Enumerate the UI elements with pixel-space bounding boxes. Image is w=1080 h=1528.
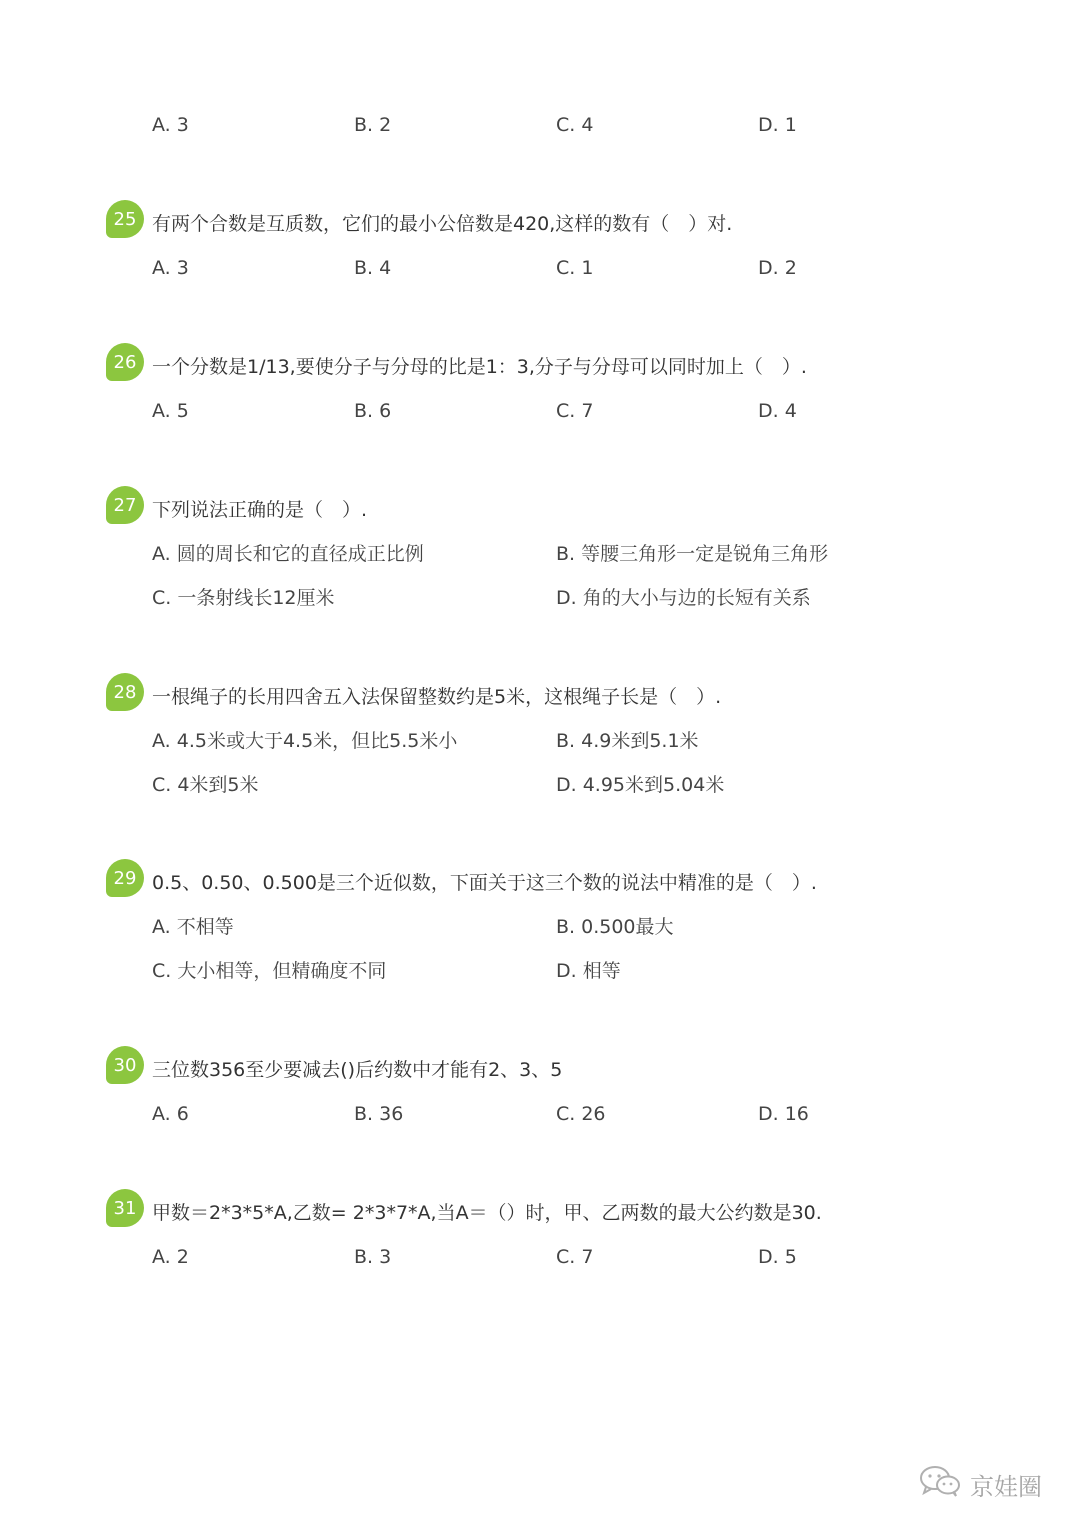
- question-text: 一个分数是1/13,要使分子与分母的比是1：3,分子与分母可以同时加上（ ）.: [152, 356, 807, 378]
- option-a: A. 3: [152, 114, 189, 136]
- option-d: D. 相等: [556, 960, 621, 982]
- option-a: A. 5: [152, 400, 189, 422]
- option-c: C. 7: [556, 1246, 594, 1268]
- question-text: 下列说法正确的是（ ）.: [152, 499, 368, 521]
- option-c: C. 一条射线长12厘米: [152, 587, 335, 609]
- option-c: C. 1: [556, 257, 594, 279]
- question-number-badge: 26: [106, 343, 144, 381]
- option-b: B. 4.9米到5.1米: [556, 730, 699, 752]
- option-b: B. 等腰三角形一定是锐角三角形: [556, 543, 829, 565]
- option-a: A. 6: [152, 1103, 189, 1125]
- option-c: C. 大小相等，但精确度不同: [152, 960, 387, 982]
- question-text: 三位数356至少要减去()后约数中才能有2、3、5: [152, 1059, 563, 1081]
- option-d: D. 4: [758, 400, 797, 422]
- option-a: A. 3: [152, 257, 189, 279]
- watermark: [918, 1464, 1042, 1504]
- question-number-badge: 31: [106, 1189, 144, 1227]
- option-b: B. 36: [354, 1103, 404, 1125]
- option-a: A. 圆的周长和它的直径成正比例: [152, 543, 424, 565]
- option-d: D. 4.95米到5.04米: [556, 774, 725, 796]
- option-c: C. 4米到5米: [152, 774, 259, 796]
- option-b: B. 4: [354, 257, 392, 279]
- option-b: B. 2: [354, 114, 392, 136]
- option-c: C. 26: [556, 1103, 606, 1125]
- watermark-text: 京娃圈: [970, 1472, 1042, 1501]
- question-text: 0.5、0.50、0.500是三个近似数，下面关于这三个数的说法中精准的是（ ）.: [152, 872, 817, 894]
- option-d: D. 16: [758, 1103, 809, 1125]
- option-b: B. 6: [354, 400, 392, 422]
- question-number-badge: 29: [106, 859, 144, 897]
- option-a: A. 2: [152, 1246, 189, 1268]
- option-d: D. 2: [758, 257, 797, 279]
- option-a: A. 不相等: [152, 916, 234, 938]
- option-b: B. 0.500最大: [556, 916, 674, 938]
- option-a: A. 4.5米或大于4.5米，但比5.5米小: [152, 730, 458, 752]
- option-b: B. 3: [354, 1246, 392, 1268]
- option-c: C. 7: [556, 400, 594, 422]
- question-text: 有两个合数是互质数，它们的最小公倍数是420,这样的数有（ ）对.: [152, 213, 733, 235]
- option-c: C. 4: [556, 114, 594, 136]
- wechat-icon: [918, 1464, 962, 1504]
- question-text: 一根绳子的长用四舍五入法保留整数约是5米，这根绳子长是（ ）.: [152, 686, 722, 708]
- question-number-badge: 28: [106, 673, 144, 711]
- option-d: D. 1: [758, 114, 797, 136]
- question-number-badge: 25: [106, 200, 144, 238]
- option-d: D. 角的大小与边的长短有关系: [556, 587, 811, 609]
- question-number-badge: 30: [106, 1046, 144, 1084]
- option-d: D. 5: [758, 1246, 797, 1268]
- question-text: 甲数＝2*3*5*A,乙数= 2*3*7*A,当A＝（）时，甲、乙两数的最大公约数是30.: [152, 1202, 822, 1224]
- question-number-badge: 27: [106, 486, 144, 524]
